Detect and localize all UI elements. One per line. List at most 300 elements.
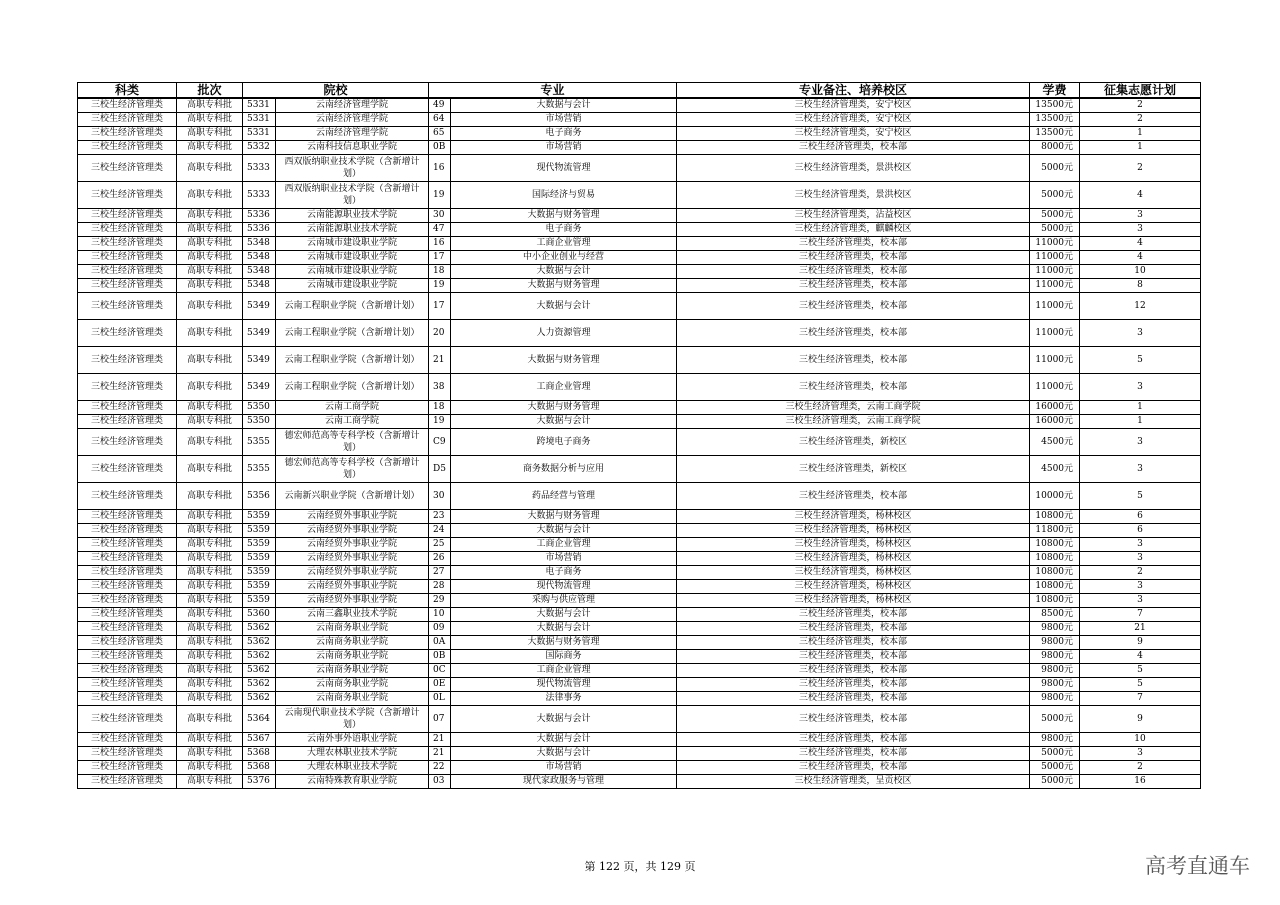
category-cell: 三校生经济管理类 [78,774,177,788]
table-row [78,154,1201,181]
school-code-cell: 5349 [243,292,276,319]
school-code-cell: 5333 [243,181,276,208]
school-name-cell: 云南商务职业学院 [276,649,429,663]
major-name-cell: 工商企业管理 [451,537,677,551]
plan-count-cell: 5 [1080,346,1201,373]
table-row [78,400,1201,414]
major-name-cell: 大数据与会计 [451,621,677,635]
table-row [78,236,1201,250]
plan-count-cell: 3 [1080,373,1201,400]
school-name-cell: 德宏师范高等专科学校（含新增计划） [276,455,429,482]
major-code-cell: 0A [429,635,451,649]
plan-count-cell: 3 [1080,537,1201,551]
category-cell: 三校生经济管理类 [78,264,177,278]
batch-cell: 高职专科批 [177,319,243,346]
plan-count-cell: 6 [1080,523,1201,537]
remarks-cell: 三校生经济管理类，校本部 [677,482,1030,509]
remarks-cell: 三校生经济管理类，景洪校区 [677,154,1030,181]
header-batch: 批次 [177,83,243,99]
plan-count-cell: 10 [1080,264,1201,278]
category-cell: 三校生经济管理类 [78,373,177,400]
table-row [78,482,1201,509]
tuition-cell: 8000元 [1030,140,1080,154]
major-code-cell: D5 [429,455,451,482]
major-code-cell: 65 [429,126,451,140]
major-name-cell: 大数据与财务管理 [451,400,677,414]
category-cell: 三校生经济管理类 [78,705,177,732]
plan-count-cell: 21 [1080,621,1201,635]
remarks-cell: 三校生经济管理类，杨林校区 [677,579,1030,593]
major-code-cell: 18 [429,264,451,278]
major-code-cell: 47 [429,222,451,236]
table-row [78,705,1201,732]
major-code-cell: 22 [429,760,451,774]
category-cell: 三校生经济管理类 [78,250,177,264]
table-row [78,663,1201,677]
school-code-cell: 5364 [243,705,276,732]
school-name-cell: 云南工商学院 [276,414,429,428]
batch-cell: 高职专科批 [177,677,243,691]
batch-cell: 高职专科批 [177,537,243,551]
major-name-cell: 商务数据分析与应用 [451,455,677,482]
school-code-cell: 5350 [243,400,276,414]
major-code-cell: 24 [429,523,451,537]
category-cell: 三校生经济管理类 [78,292,177,319]
plan-count-cell: 3 [1080,208,1201,222]
category-cell: 三校生经济管理类 [78,112,177,126]
major-code-cell: 27 [429,565,451,579]
school-code-cell: 5360 [243,607,276,621]
remarks-cell: 三校生经济管理类，校本部 [677,264,1030,278]
batch-cell: 高职专科批 [177,428,243,455]
plan-count-cell: 2 [1080,98,1201,112]
remarks-cell: 三校生经济管理类，校本部 [677,732,1030,746]
tuition-cell: 11000元 [1030,236,1080,250]
school-name-cell: 云南城市建设职业学院 [276,236,429,250]
category-cell: 三校生经济管理类 [78,760,177,774]
remarks-cell: 三校生经济管理类，安宁校区 [677,98,1030,112]
category-cell: 三校生经济管理类 [78,319,177,346]
tuition-cell: 9800元 [1030,663,1080,677]
major-code-cell: 21 [429,746,451,760]
tuition-cell: 11000元 [1030,346,1080,373]
remarks-cell: 三校生经济管理类，杨林校区 [677,537,1030,551]
batch-cell: 高职专科批 [177,760,243,774]
major-code-cell: 21 [429,732,451,746]
remarks-cell: 三校生经济管理类，校本部 [677,319,1030,346]
category-cell: 三校生经济管理类 [78,482,177,509]
tuition-cell: 9800元 [1030,677,1080,691]
tuition-cell: 10800元 [1030,551,1080,565]
table-row [78,593,1201,607]
major-name-cell: 中小企业创业与经营 [451,250,677,264]
school-code-cell: 5359 [243,579,276,593]
category-cell: 三校生经济管理类 [78,509,177,523]
major-name-cell: 现代物流管理 [451,154,677,181]
batch-cell: 高职专科批 [177,746,243,760]
batch-cell: 高职专科批 [177,565,243,579]
remarks-cell: 三校生经济管理类，校本部 [677,250,1030,264]
batch-cell: 高职专科批 [177,455,243,482]
school-name-cell: 云南经贸外事职业学院 [276,593,429,607]
remarks-cell: 三校生经济管理类，新校区 [677,455,1030,482]
tuition-cell: 5000元 [1030,208,1080,222]
major-code-cell: 0B [429,649,451,663]
batch-cell: 高职专科批 [177,691,243,705]
school-name-cell: 云南经贸外事职业学院 [276,565,429,579]
batch-cell: 高职专科批 [177,292,243,319]
plan-count-cell: 5 [1080,663,1201,677]
category-cell: 三校生经济管理类 [78,579,177,593]
tuition-cell: 5000元 [1030,222,1080,236]
plan-count-cell: 2 [1080,565,1201,579]
table-row [78,112,1201,126]
school-name-cell: 云南商务职业学院 [276,691,429,705]
remarks-cell: 三校生经济管理类，校本部 [677,607,1030,621]
school-code-cell: 5355 [243,428,276,455]
plan-count-cell: 2 [1080,760,1201,774]
table-row [78,677,1201,691]
batch-cell: 高职专科批 [177,732,243,746]
major-name-cell: 电子商务 [451,565,677,579]
school-name-cell: 云南经贸外事职业学院 [276,551,429,565]
major-name-cell: 市场营销 [451,551,677,565]
school-code-cell: 5362 [243,649,276,663]
remarks-cell: 三校生经济管理类，校本部 [677,621,1030,635]
school-name-cell: 云南特殊教育职业学院 [276,774,429,788]
plan-count-cell: 4 [1080,250,1201,264]
school-code-cell: 5356 [243,482,276,509]
school-name-cell: 大理农林职业技术学院 [276,760,429,774]
major-name-cell: 人力资源管理 [451,319,677,346]
remarks-cell: 三校生经济管理类，景洪校区 [677,181,1030,208]
batch-cell: 高职专科批 [177,264,243,278]
plan-count-cell: 1 [1080,414,1201,428]
major-code-cell: 19 [429,278,451,292]
major-name-cell: 工商企业管理 [451,236,677,250]
major-code-cell: 16 [429,236,451,250]
table-row [78,319,1201,346]
watermark-brand: 高考直通车 [1145,854,1250,878]
tuition-cell: 11000元 [1030,278,1080,292]
school-code-cell: 5359 [243,509,276,523]
category-cell: 三校生经济管理类 [78,677,177,691]
tuition-cell: 13500元 [1030,98,1080,112]
remarks-cell: 三校生经济管理类，校本部 [677,746,1030,760]
major-name-cell: 大数据与会计 [451,523,677,537]
table-row [78,551,1201,565]
major-code-cell: 07 [429,705,451,732]
remarks-cell: 三校生经济管理类，沾益校区 [677,208,1030,222]
school-name-cell: 西双版纳职业技术学院（含新增计划） [276,181,429,208]
tuition-cell: 5000元 [1030,705,1080,732]
major-code-cell: C9 [429,428,451,455]
page-number: 第 122 页，共 129 页 [584,860,696,873]
major-name-cell: 大数据与会计 [451,292,677,319]
category-cell: 三校生经济管理类 [78,732,177,746]
plan-count-cell: 8 [1080,278,1201,292]
remarks-cell: 三校生经济管理类，校本部 [677,663,1030,677]
tuition-cell: 9800元 [1030,649,1080,663]
table-row [78,746,1201,760]
batch-cell: 高职专科批 [177,98,243,112]
category-cell: 三校生经济管理类 [78,222,177,236]
remarks-cell: 三校生经济管理类，校本部 [677,677,1030,691]
plan-count-cell: 9 [1080,705,1201,732]
table-row [78,621,1201,635]
tuition-cell: 10800元 [1030,579,1080,593]
school-name-cell: 云南商务职业学院 [276,663,429,677]
school-code-cell: 5349 [243,346,276,373]
category-cell: 三校生经济管理类 [78,455,177,482]
school-code-cell: 5350 [243,414,276,428]
table-row [78,140,1201,154]
batch-cell: 高职专科批 [177,181,243,208]
header-major: 专业 [429,83,677,99]
major-code-cell: 30 [429,208,451,222]
tuition-cell: 5000元 [1030,774,1080,788]
batch-cell: 高职专科批 [177,523,243,537]
major-code-cell: 03 [429,774,451,788]
table-row [78,278,1201,292]
school-code-cell: 5348 [243,250,276,264]
school-name-cell: 德宏师范高等专科学校（含新增计划） [276,428,429,455]
major-name-cell: 现代物流管理 [451,579,677,593]
school-name-cell: 云南三鑫职业技术学院 [276,607,429,621]
category-cell: 三校生经济管理类 [78,181,177,208]
plan-count-cell: 2 [1080,154,1201,181]
batch-cell: 高职专科批 [177,774,243,788]
major-code-cell: 26 [429,551,451,565]
table-row [78,635,1201,649]
batch-cell: 高职专科批 [177,607,243,621]
plan-count-cell: 3 [1080,319,1201,346]
school-name-cell: 云南外事外语职业学院 [276,732,429,746]
batch-cell: 高职专科批 [177,649,243,663]
school-name-cell: 云南城市建设职业学院 [276,278,429,292]
school-code-cell: 5359 [243,523,276,537]
table-row [78,222,1201,236]
major-name-cell: 国际经济与贸易 [451,181,677,208]
header-plan: 征集志愿计划 [1080,83,1201,99]
tuition-cell: 11800元 [1030,523,1080,537]
category-cell: 三校生经济管理类 [78,635,177,649]
remarks-cell: 三校生经济管理类，安宁校区 [677,112,1030,126]
major-code-cell: 17 [429,292,451,319]
major-code-cell: 19 [429,414,451,428]
table-row [78,537,1201,551]
plan-count-cell: 12 [1080,292,1201,319]
plan-count-cell: 4 [1080,649,1201,663]
major-name-cell: 电子商务 [451,222,677,236]
table-row [78,414,1201,428]
tuition-cell: 11000元 [1030,292,1080,319]
major-name-cell: 电子商务 [451,126,677,140]
major-code-cell: 16 [429,154,451,181]
remarks-cell: 三校生经济管理类，杨林校区 [677,565,1030,579]
plan-count-cell: 3 [1080,551,1201,565]
tuition-cell: 8500元 [1030,607,1080,621]
category-cell: 三校生经济管理类 [78,414,177,428]
plan-count-cell: 3 [1080,428,1201,455]
remarks-cell: 三校生经济管理类，云南工商学院 [677,414,1030,428]
school-name-cell: 云南科技信息职业学院 [276,140,429,154]
remarks-cell: 三校生经济管理类，杨林校区 [677,593,1030,607]
tuition-cell: 9800元 [1030,691,1080,705]
category-cell: 三校生经济管理类 [78,746,177,760]
category-cell: 三校生经济管理类 [78,346,177,373]
remarks-cell: 三校生经济管理类，校本部 [677,373,1030,400]
category-cell: 三校生经济管理类 [78,278,177,292]
batch-cell: 高职专科批 [177,346,243,373]
major-name-cell: 大数据与会计 [451,414,677,428]
tuition-cell: 13500元 [1030,126,1080,140]
batch-cell: 高职专科批 [177,236,243,250]
school-code-cell: 5331 [243,126,276,140]
batch-cell: 高职专科批 [177,400,243,414]
table-row [78,649,1201,663]
major-code-cell: 18 [429,400,451,414]
table-row [78,181,1201,208]
table-row [78,691,1201,705]
remarks-cell: 三校生经济管理类，杨林校区 [677,523,1030,537]
plan-count-cell: 3 [1080,593,1201,607]
major-name-cell: 现代家政服务与管理 [451,774,677,788]
tuition-cell: 11000元 [1030,373,1080,400]
plan-count-cell: 5 [1080,677,1201,691]
tuition-cell: 10800元 [1030,565,1080,579]
batch-cell: 高职专科批 [177,509,243,523]
admission-plan-table [77,82,1201,789]
remarks-cell: 三校生经济管理类，校本部 [677,140,1030,154]
plan-count-cell: 16 [1080,774,1201,788]
school-code-cell: 5336 [243,222,276,236]
plan-count-cell: 3 [1080,746,1201,760]
tuition-cell: 5000元 [1030,154,1080,181]
category-cell: 三校生经济管理类 [78,649,177,663]
table-row [78,774,1201,788]
school-name-cell: 云南城市建设职业学院 [276,250,429,264]
major-code-cell: 23 [429,509,451,523]
tuition-cell: 16000元 [1030,414,1080,428]
remarks-cell: 三校生经济管理类，校本部 [677,649,1030,663]
major-name-cell: 药品经营与管理 [451,482,677,509]
category-cell: 三校生经济管理类 [78,691,177,705]
school-name-cell: 云南工程职业学院（含新增计划） [276,292,429,319]
tuition-cell: 10000元 [1030,482,1080,509]
batch-cell: 高职专科批 [177,126,243,140]
tuition-cell: 10800元 [1030,537,1080,551]
batch-cell: 高职专科批 [177,705,243,732]
major-code-cell: 28 [429,579,451,593]
batch-cell: 高职专科批 [177,278,243,292]
plan-count-cell: 2 [1080,112,1201,126]
major-name-cell: 采购与供应管理 [451,593,677,607]
plan-count-cell: 3 [1080,222,1201,236]
major-name-cell: 工商企业管理 [451,663,677,677]
header-remarks: 专业备注、培养校区 [677,83,1030,99]
major-name-cell: 大数据与财务管理 [451,346,677,373]
category-cell: 三校生经济管理类 [78,523,177,537]
batch-cell: 高职专科批 [177,663,243,677]
category-cell: 三校生经济管理类 [78,400,177,414]
tuition-cell: 4500元 [1030,428,1080,455]
remarks-cell: 三校生经济管理类，新校区 [677,428,1030,455]
table-row [78,208,1201,222]
tuition-cell: 4500元 [1030,455,1080,482]
major-code-cell: 0L [429,691,451,705]
school-code-cell: 5349 [243,319,276,346]
remarks-cell: 三校生经济管理类，校本部 [677,346,1030,373]
school-name-cell: 云南现代职业技术学院（含新增计划） [276,705,429,732]
tuition-cell: 9800元 [1030,635,1080,649]
major-code-cell: 38 [429,373,451,400]
header-tuition: 学费 [1030,83,1080,99]
table-row [78,455,1201,482]
header-category: 科类 [78,83,177,99]
batch-cell: 高职专科批 [177,621,243,635]
major-name-cell: 工商企业管理 [451,373,677,400]
major-name-cell: 大数据与会计 [451,705,677,732]
school-name-cell: 云南能源职业技术学院 [276,222,429,236]
school-code-cell: 5367 [243,732,276,746]
category-cell: 三校生经济管理类 [78,607,177,621]
school-code-cell: 5362 [243,621,276,635]
header-school: 院校 [243,83,429,99]
table-row [78,126,1201,140]
category-cell: 三校生经济管理类 [78,551,177,565]
school-code-cell: 5349 [243,373,276,400]
school-code-cell: 5359 [243,593,276,607]
category-cell: 三校生经济管理类 [78,593,177,607]
batch-cell: 高职专科批 [177,208,243,222]
major-name-cell: 国际商务 [451,649,677,663]
school-name-cell: 大理农林职业技术学院 [276,746,429,760]
table-row [78,579,1201,593]
batch-cell: 高职专科批 [177,250,243,264]
school-name-cell: 云南工程职业学院（含新增计划） [276,373,429,400]
category-cell: 三校生经济管理类 [78,140,177,154]
table-row [78,373,1201,400]
school-name-cell: 西双版纳职业技术学院（含新增计划） [276,154,429,181]
school-code-cell: 5362 [243,663,276,677]
batch-cell: 高职专科批 [177,373,243,400]
school-code-cell: 5331 [243,112,276,126]
table-row [78,346,1201,373]
remarks-cell: 三校生经济管理类，校本部 [677,691,1030,705]
tuition-cell: 10800元 [1030,593,1080,607]
school-code-cell: 5368 [243,760,276,774]
plan-count-cell: 6 [1080,509,1201,523]
major-code-cell: 0E [429,677,451,691]
major-code-cell: 19 [429,181,451,208]
school-name-cell: 云南商务职业学院 [276,677,429,691]
school-name-cell: 云南工程职业学院（含新增计划） [276,319,429,346]
school-name-cell: 云南经贸外事职业学院 [276,523,429,537]
major-code-cell: 0B [429,140,451,154]
school-name-cell: 云南工商学院 [276,400,429,414]
major-name-cell: 大数据与财务管理 [451,278,677,292]
major-name-cell: 大数据与会计 [451,746,677,760]
school-name-cell: 云南商务职业学院 [276,635,429,649]
remarks-cell: 三校生经济管理类，安宁校区 [677,126,1030,140]
category-cell: 三校生经济管理类 [78,208,177,222]
category-cell: 三校生经济管理类 [78,663,177,677]
tuition-cell: 5000元 [1030,181,1080,208]
major-code-cell: 20 [429,319,451,346]
batch-cell: 高职专科批 [177,414,243,428]
school-code-cell: 5362 [243,677,276,691]
